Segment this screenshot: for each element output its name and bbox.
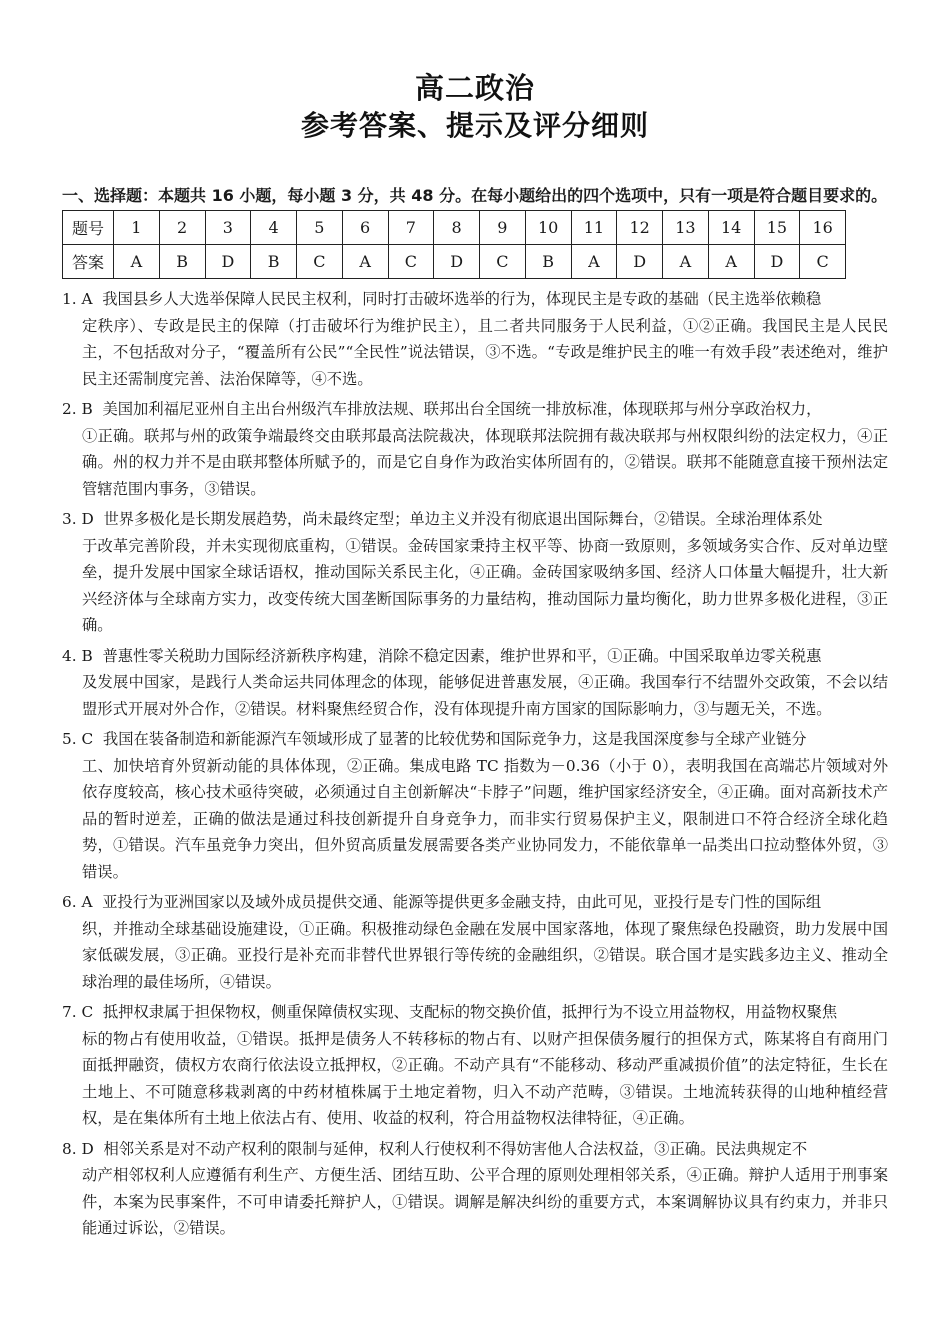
question-number: 15 [754,211,800,245]
item-body: 定秩序）、专政是民主的保障（打击破坏行为维护民主），且二者共同服务于人民利益，①②正确。我国民主是人民民主，不包括敌对分子，“覆盖所有公民”“全民性”说法错误，③不选。“专政是维护民主的唯一有效手段”表述绝对，维护民主还需制度完善、法治保障等，④不选。 [82,316,888,388]
item-body: ①正确。联邦与州的政策争端最终交由联邦最高法院裁决，体现联邦法院拥有裁决联邦与州权限纠纷的法定权力，④正确。州的权力并不是由联邦整体所赋予的，而是它自身作为政治实体所固有的，②错误。联邦不能随意直接干预州法定管辖范围内事务，③错误。 [82,426,888,498]
answer-cell: D [617,245,663,279]
item-first-line: 世界多极化是长期发展趋势，尚未最终定型；单边主义并没有彻底退出国际舞台，②错误。全球治理体系处 [103,510,823,528]
answer-cell: A [342,245,388,279]
item-first-line: 抵押权隶属于担保物权，侧重保障债权实现、支配标的物交换价值，抵押行为不设立用益物权，用益物权聚焦 [102,1003,838,1021]
answer-cell: C [800,245,846,279]
answer-cell: C [297,245,343,279]
question-number: 1 [114,211,160,245]
answer-cell: A [571,245,617,279]
item-first-line: 我国在装备制造和新能源汽车领域形成了显著的比较优势和国际竞争力，这是我国深度参与全球产业链分 [102,730,807,748]
answer-cell: C [388,245,434,279]
answer-cell: A [663,245,709,279]
item-label: 6. A [62,893,93,911]
answer-cell: D [205,245,251,279]
answer-cell: B [159,245,205,279]
question-number: 11 [571,211,617,245]
page-subtitle: 参考答案、提示及评分细则 [300,109,649,142]
question-number: 16 [800,211,846,245]
item-body: 织，并推动全球基础设施建设，①正确。积极推动绿色金融在发展中国家落地，体现了聚焦绿色投融资，助力发展中国家低碳发展，③正确。亚投行是补充而非替代世界银行等传统的金融组织，②错误。联合国才是实践多边主义、推动全球治理的最佳场所，④错误。 [82,919,888,991]
item-label: 4. B [62,646,93,665]
answer-cell: C [480,245,526,279]
answer-cell: D [754,245,800,279]
question-number: 8 [434,211,480,245]
explanation-item [62,286,888,392]
explanation-item [62,1136,888,1242]
item-label: 7. C [62,1003,94,1021]
explanation-item [62,396,888,502]
question-number: 9 [480,211,526,245]
question-number: 10 [525,211,571,245]
answer-row [63,245,846,279]
answer-table [62,210,846,279]
item-body: 工、加快培育外贸新动能的具体体现，②正确。集成电路 TC 指数为－0.36（小于 0），表明我国在高端芯片领域对外依存度较高，核心技术亟待突破，必须通过自主创新解决“卡脖子”问题，维护国家经济安全，④正确。面对高新技术产品的暂时逆差，正确的做法是通过科技创新提升自身竞争力，而非实行贸易保护主义，限制进口不符合经济全球化趋势，①错误。汽车虽竞争力突出，但外贸高质量发展需要各类产业协同发力，不能依靠单一品类出口拉动整体外贸，③错误。 [82,756,888,881]
question-number: 14 [708,211,754,245]
item-label: 2. B [62,400,93,418]
explanation-item [62,506,888,639]
item-first-line: 我国县乡人大选举保障人民民主权利，同时打击破坏选举的行为，体现民主是专政的基础（民主选举依赖稳 [102,290,822,308]
question-number: 5 [297,211,343,245]
item-first-line: 相邻关系是对不动产权利的限制与延伸，权利人行使权利不得妨害他人合法权益，③正确。民法典规定不 [103,1139,808,1158]
item-first-line: 美国加利福尼亚州自主出台州级汽车排放法规、联邦出台全国统一排放标准，体现联邦与州分享政治权力， [102,400,822,418]
answer-cell: A [708,245,754,279]
item-label: 8. D [62,1139,94,1158]
answer-cell: D [434,245,480,279]
item-label: 3. D [62,510,94,528]
item-body: 动产相邻权利人应遵循有利生产、方便生活、团结互助、公平合理的原则处理相邻关系，④正确。辩护人适用于刑事案件，本案为民事案件，不可申请委托辩护人，①错误。调解是解决纠纷的重要方式，本案调解协议具有约束力，并非只能通过诉讼，②错误。 [82,1166,888,1237]
item-label: 1. A [62,290,93,308]
item-first-line: 普惠性零关税助力国际经济新秩序构建，消除不稳定因素，维护世界和平，①正确。中国采取单边零关税惠 [102,646,822,665]
explanation-item [62,643,888,723]
question-number: 3 [205,211,251,245]
explanation-item [62,726,888,885]
item-body: 于改革完善阶段，并未实现彻底重构，①错误。金砖国家秉持主权平等、协商一致原则，多领域务实合作、反对单边壁垒，提升发展中国家全球话语权，推动国际关系民主化，④正确。金砖国家吸纳多国、经济人口体量大幅提升，壮大新兴经济体与全球南方实力，改变传统大国垄断国际事务的力量结构，推动国际力量均衡化，助力世界多极化进程，③正确。 [82,536,888,634]
question-number: 13 [663,211,709,245]
question-number: 12 [617,211,663,245]
row-label-answer: 答案 [63,245,114,279]
answer-cell: B [525,245,571,279]
question-number: 7 [388,211,434,245]
section-intro: 一、选择题：本题共 16 小题，每小题 3 分，共 48 分。在每小题给出的四个选项中，只有一项是符合题目要求的。 [62,186,888,205]
explanations [62,286,888,1246]
row-label-number: 题号 [63,211,114,245]
page-title: 高二政治 [414,71,535,105]
question-number: 2 [159,211,205,245]
question-number: 4 [251,211,297,245]
question-number-row [63,211,846,245]
item-first-line: 亚投行为亚洲国家以及域外成员提供交通、能源等提供更多金融支持，由此可见，亚投行是专门性的国际组 [102,893,822,911]
question-number: 6 [342,211,388,245]
answer-cell: A [114,245,160,279]
explanation-item [62,999,888,1132]
item-body: 及发展中国家，是践行人类命运共同体理念的体现，能够促进普惠发展，④正确。我国奉行不结盟外交政策，不会以结盟形式开展对外合作，②错误。材料聚焦经贸合作，没有体现提升南方国家的国际影响力，③与题无关，不选。 [82,673,888,718]
explanation-item [62,889,888,995]
answer-cell: B [251,245,297,279]
item-label: 5. C [62,730,94,748]
item-body: 标的物占有使用收益，①错误。抵押是债务人不转移标的物占有、以财产担保债务履行的担保方式，陈某将自有商用门面抵押融资，债权方农商行依法设立抵押权，②正确。不动产具有“不能移动、移动严重减损价值”的法定特征，生长在土地上、不可随意移栽剥离的中药材植株属于土地定着物，归入不动产范畴，③错误。土地流转获得的山地种植经营权，是在集体所有土地上依法占有、使用、收益的权利，符合用益物权法律特征，④正确。 [82,1029,888,1127]
